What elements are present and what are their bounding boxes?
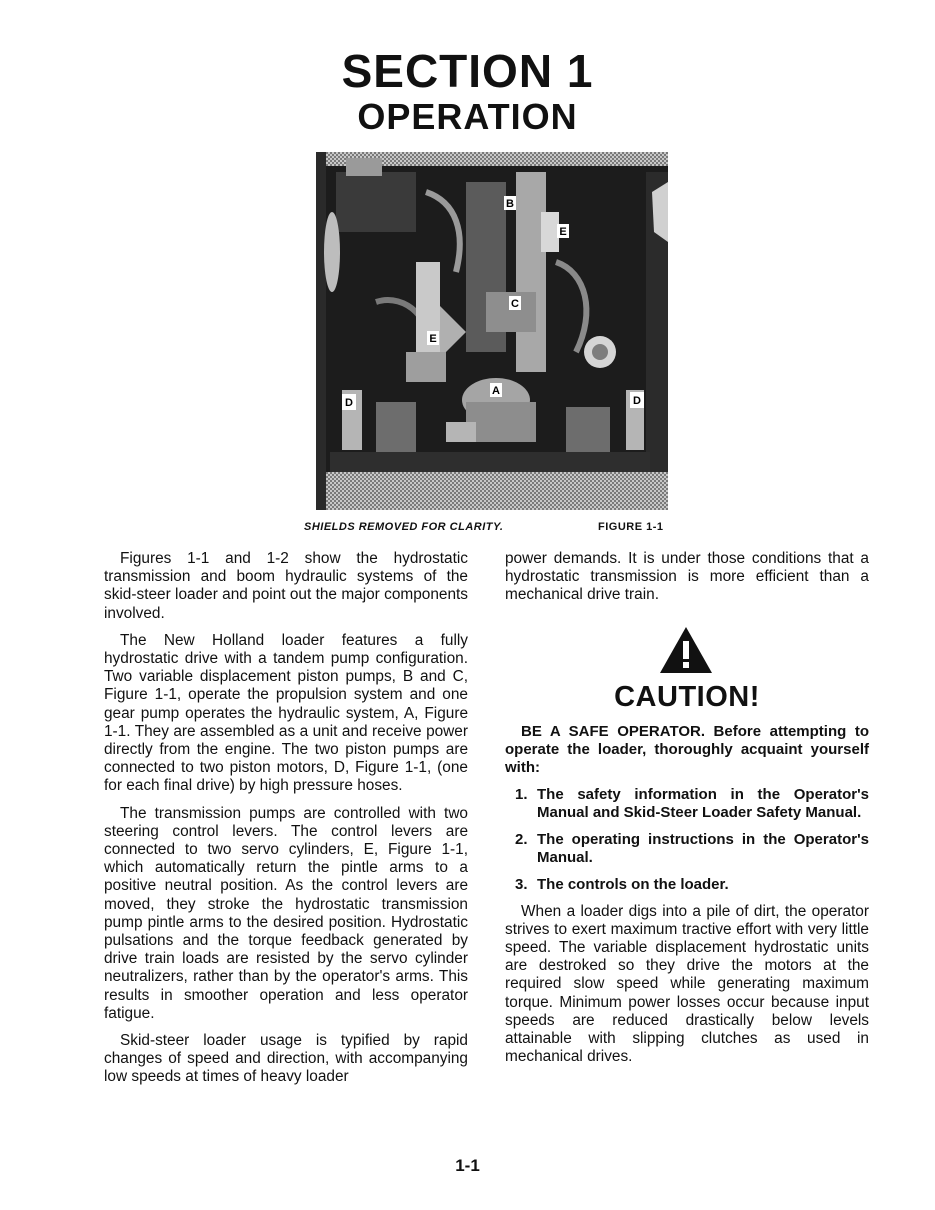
figure-caption-number: FIGURE 1-1	[598, 521, 664, 533]
paragraph: Figures 1-1 and 1-2 show the hydrostatic transmission and boom hydraulic systems of the skid-steer loader and point out the major components involved.	[104, 550, 468, 622]
section-title: OPERATION	[357, 96, 578, 137]
paragraph: Skid-steer loader usage is typified by rapid changes of speed and direction, with accompanying low speeds at times of heavy loader	[104, 1032, 468, 1086]
list-item	[505, 831, 869, 867]
list-item-number: 3.	[515, 875, 528, 893]
list-item-text: The controls on the loader.	[537, 875, 729, 893]
left-text-column	[104, 550, 468, 1096]
caution-intro: BE A SAFE OPERATOR. Before attempting to operate the loader, thoroughly acquaint yourself with:	[505, 722, 869, 776]
list-item-number: 2.	[515, 830, 528, 848]
list-item	[505, 786, 869, 822]
figure-1-1-photo	[316, 152, 668, 510]
hydraulic-system-illustration	[316, 152, 668, 510]
list-item-number: 1.	[515, 785, 528, 803]
figure-caption-note: SHIELDS REMOVED FOR CLARITY.	[304, 521, 504, 533]
label-d-left: D	[345, 397, 353, 409]
paragraph: When a loader digs into a pile of dirt, the operator strives to exert maximum tractive effort with very little speed. The variable displacement hydrostatic units are destroked so they drive the motors at the required slow speed while generating maximum torque. Minimum power losses occur because input speeds are reduced drastically below levels attainable with slipping clutches as used in mechanical drives.	[505, 902, 869, 1066]
caution-heading: CAUTION!	[614, 680, 760, 713]
right-text-column	[505, 550, 869, 1075]
list-item-text: The safety information in the Operator's Manual and Skid-Steer Loader Safety Manual.	[537, 785, 869, 821]
warning-triangle-icon	[658, 625, 714, 675]
label-c: C	[511, 298, 519, 310]
page-number: 1-1	[455, 1156, 480, 1175]
paragraph: The New Holland loader features a fully hydrostatic drive with a tandem pump configuration. Two variable displacement piston pumps, B and C, Figure 1-1, operate the propulsion system and one gear pump operates the hydraulic system, A, Figure 1-1. They are assembled as a unit and receive power directly from the engine. The two piston pumps are connected to two piston motors, D, Figure 1-1, (one for each final drive) by high pressure hoses.	[104, 631, 468, 795]
paragraph-continuation: power demands. It is under those conditions that a hydrostatic transmission is more efficient than a mechanical drive train.	[505, 550, 869, 604]
section-heading: SECTION 1	[341, 45, 594, 97]
label-e-upper: E	[559, 226, 567, 238]
caution-list	[505, 786, 869, 894]
label-d-right: D	[633, 395, 641, 407]
label-b: B	[506, 198, 514, 210]
label-e-lower: E	[429, 333, 437, 345]
list-item-text: The operating instructions in the Operator's Manual.	[537, 830, 869, 866]
paragraph: The transmission pumps are controlled with two steering control levers. The control levers are connected to two servo cylinders, E, Figure 1-1, which automatically return the pintle arms to a positive neutral position. As the control levers are moved, they stroke the hydrostatic transmission pump pintle arms to the desired position. Hydrostatic pulsations and the torque feedback generated by drive train loads are resisted by the servo cylinder neutralizers, rather than by the operator's arms. This results in smoother operation and less operator fatigue.	[104, 804, 468, 1022]
label-a: A	[492, 385, 500, 397]
list-item	[505, 876, 869, 894]
